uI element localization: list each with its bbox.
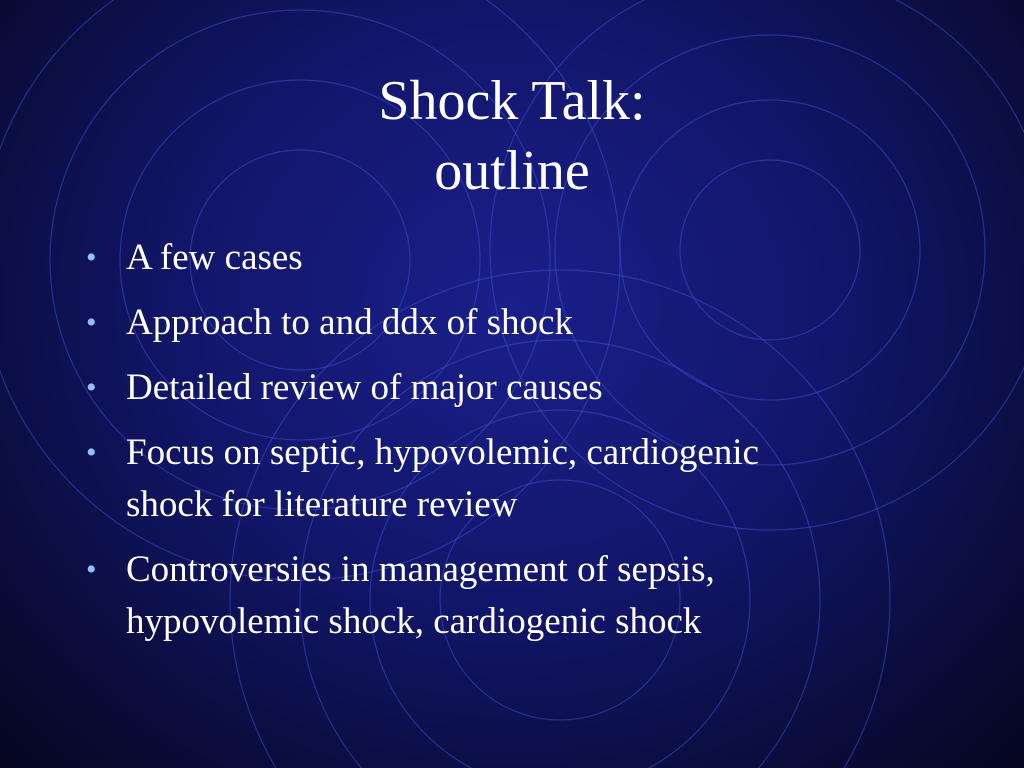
- bullet-item-approach: [86, 297, 946, 349]
- title-line-1: Shock Talk:: [378, 70, 646, 132]
- bullet-item-controversies: [86, 544, 946, 648]
- bullet-icon: •: [86, 436, 97, 469]
- bullet-text: Detailed review of major causes: [126, 367, 603, 408]
- slide-title: [0, 66, 1024, 206]
- bullet-text-line-1: Controversies in management of sepsis,: [126, 549, 715, 590]
- bullet-item-focus: [86, 427, 946, 531]
- bullet-item-review: [86, 362, 946, 414]
- bullet-icon: •: [86, 371, 97, 404]
- bullet-text-line-2: shock for literature review: [126, 484, 518, 525]
- bullet-item-cases: [86, 232, 946, 284]
- bullet-list: [86, 232, 946, 661]
- bullet-text-line-1: Focus on septic, hypovolemic, cardiogenic: [126, 432, 759, 473]
- bullet-text: A few cases: [126, 237, 303, 278]
- title-line-2: outline: [434, 140, 590, 202]
- bullet-icon: •: [86, 553, 97, 586]
- bullet-icon: •: [86, 241, 97, 274]
- bullet-text: Approach to and ddx of shock: [126, 302, 573, 343]
- bullet-text-line-2: hypovolemic shock, cardiogenic shock: [126, 601, 702, 642]
- bullet-icon: •: [86, 306, 97, 339]
